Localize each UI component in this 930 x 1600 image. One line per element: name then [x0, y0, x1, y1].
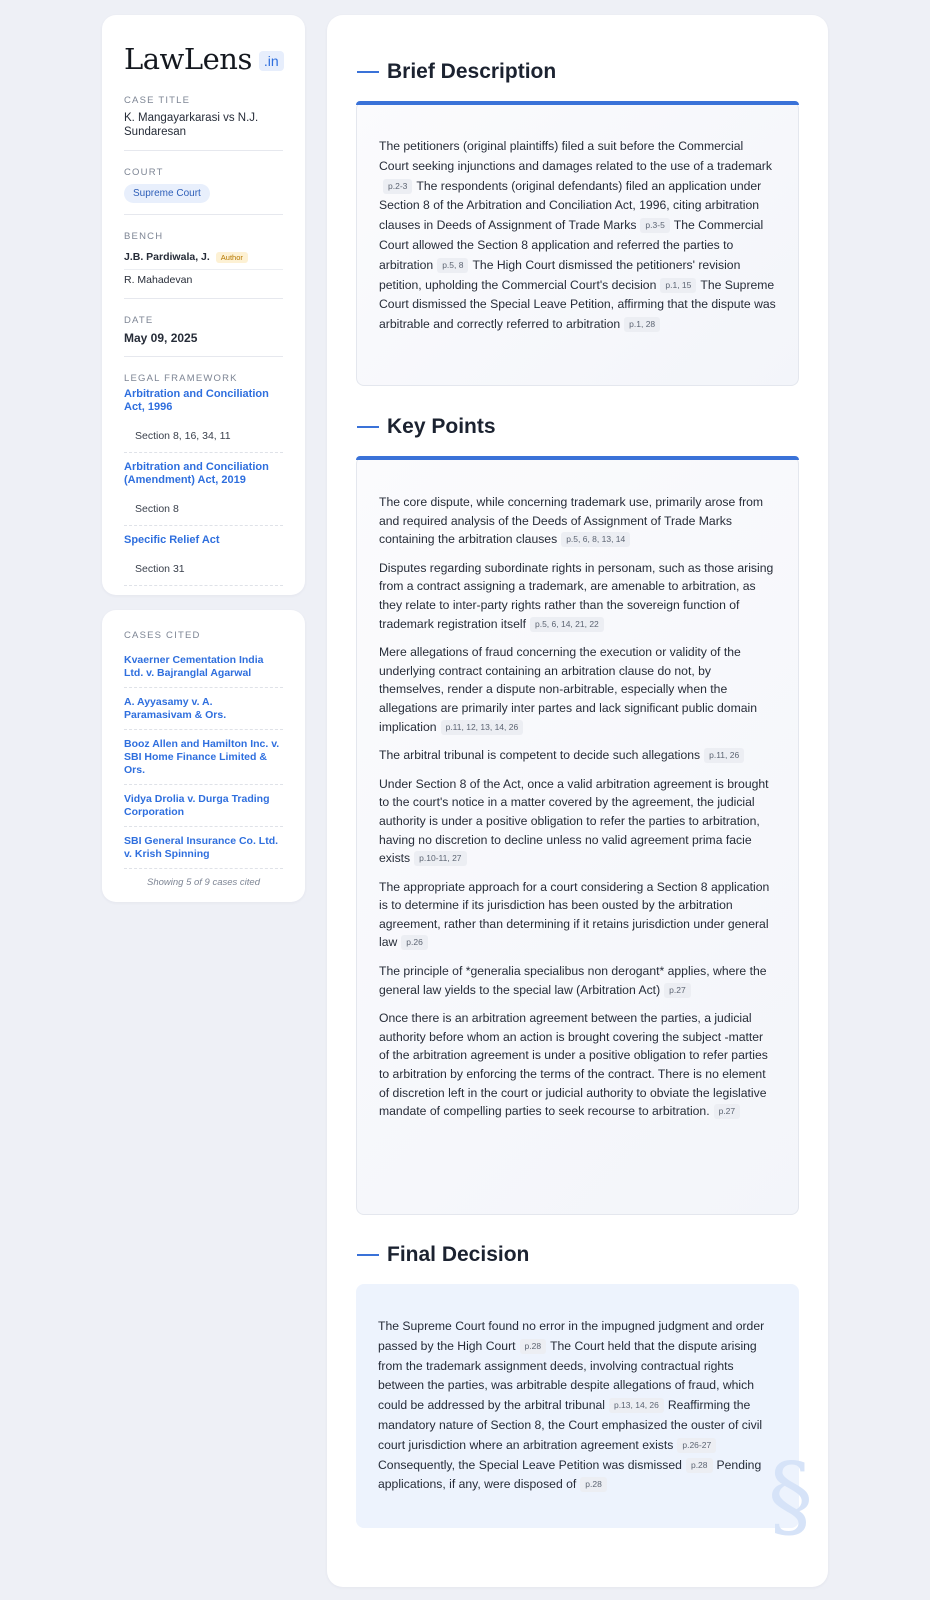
panel-accent-bar — [356, 456, 799, 460]
final-decision-heading — [357, 1243, 529, 1267]
brief-description-panel — [356, 101, 799, 386]
page-cite[interactable]: p.1, 15 — [660, 278, 696, 293]
date-label: DATE — [124, 315, 154, 326]
heading-dash — [357, 426, 379, 428]
brief-sentence: The petitioners (original plaintiffs) filed a suit before the Commercial Court seeking injunctions and damages related to the use of a trademark — [379, 139, 772, 173]
page-cite[interactable]: p.28 — [686, 1458, 713, 1473]
key-point — [379, 559, 776, 633]
page-cite[interactable]: p.26-27 — [677, 1438, 716, 1453]
case-title-label: CASE TITLE — [124, 95, 191, 106]
bench-judge-author — [124, 247, 283, 270]
cited-case-link[interactable]: Booz Allen and Hamilton Inc. v. SBI Home Finance Limited & Ors. — [124, 738, 283, 785]
page-cite[interactable]: p.27 — [714, 1104, 741, 1119]
final-decision-text — [378, 1317, 777, 1495]
key-points-heading — [357, 415, 496, 439]
key-point — [379, 1009, 776, 1121]
date-block — [124, 315, 283, 357]
cited-case-link[interactable]: Kvaerner Cementation India Ltd. v. Bajranglal Agarwal — [124, 654, 283, 688]
section-sign-icon: § — [768, 1444, 813, 1549]
court-badge: Supreme Court — [124, 184, 210, 203]
cases-cited-card — [102, 610, 305, 902]
key-point-text: Once there is an arbitration agreement between the parties, a judicial authority before whom an action is brought covering the subject -matter of the arbitration agreement is under a positive obligation to refer parties to arbitration by enforcing the terms of the contract. There is no element of discretion left in the court or judicial authority to obviate the legislative mandate of compelling parties to seek recourse to arbitration. — [379, 1011, 768, 1119]
brand-tld: .in — [259, 51, 284, 71]
act-sections: Section 8 — [124, 495, 283, 526]
key-point-text: The core dispute, while concerning trademark use, primarily arose from and required analysis of the Deeds of Assignment of Trade Marks containing the arbitration clauses — [379, 495, 764, 547]
judge-name: J.B. Pardiwala, J. — [124, 251, 210, 263]
brief-sentence: The High Court dismissed the petitioners' revision petition, upholding the Commercial Court's decision — [379, 257, 741, 292]
key-point-text: Under Section 8 of the Act, once a valid arbitration agreement is brought to the court's notice in a matter covered by the agreement, the judicial authority is under a positive obligation to refer the parties to arbitration, having no discretion to decline unless no valid agreement prima facie exists — [379, 776, 769, 866]
key-point-text: Disputes regarding subordinate rights in personam, such as those arising from a contract assigning a trademark, are amenable to arbitration, as they relate to inter-party rights rather than the sovereign function of trademark registration itself — [379, 560, 774, 631]
case-info-card — [102, 15, 305, 595]
key-point-text: The principle of *generalia specialibus non derogant* applies, where the general law yields to the special law (Arbitration Act) — [379, 964, 767, 997]
section-title: Brief Description — [387, 60, 557, 83]
section-title: Final Decision — [387, 1243, 530, 1266]
court-label: COURT — [124, 167, 164, 178]
page-cite[interactable]: p.2-3 — [383, 179, 412, 194]
legal-framework-label: LEGAL FRAMEWORK — [124, 373, 238, 384]
page-cite[interactable]: p.28 — [520, 1339, 547, 1354]
brief-description-text — [379, 137, 776, 335]
decision-sentence: The Supreme Court found no error in the impugned judgment and order passed by the High Court — [378, 1319, 765, 1353]
brand-logo[interactable] — [124, 39, 283, 79]
page-cite[interactable]: p.28 — [580, 1477, 607, 1492]
key-point-text: Mere allegations of fraud concerning the execution or validity of the underlying contract containing an arbitration clause do not, by themselves, render a dispute non-arbitrable, especially when the allegations are primarily inter partes and lack significant public domain implication — [379, 645, 758, 734]
key-point-text: The appropriate approach for a court considering a Section 8 application is to determine if its jurisdiction has been ousted by the arbitration agreement, rather than determining if it retains jurisdiction under general law — [379, 879, 770, 950]
act-sections: Section 31 — [124, 555, 283, 586]
case-title-value: K. Mangayarkarasi vs N.J. Sundaresan — [124, 112, 259, 138]
page-cite[interactable]: p.3-5 — [640, 218, 669, 233]
panel-accent-bar — [356, 101, 799, 105]
key-point — [379, 775, 776, 868]
heading-dash — [357, 1254, 379, 1256]
heading-dash — [357, 71, 379, 73]
key-point — [379, 643, 776, 736]
decision-sentence: Reaffirming the mandatory nature of Section 8, the Court emphasized the ouster of civil court jurisdiction where an arbitration agreement exists — [378, 1398, 763, 1452]
act-sections: Section 8, 16, 34, 11 — [124, 422, 283, 453]
brief-description-heading — [357, 60, 556, 84]
section-title: Key Points — [387, 415, 496, 438]
key-point — [379, 746, 776, 765]
legal-framework-block — [124, 373, 283, 611]
brief-sentence: The respondents (original defendants) filed an application under Section 8 of the Arbitration and Conciliation Act, 1996, citing arbitration clauses in Deeds of Assignment of Trade Marks — [379, 178, 762, 233]
act-link[interactable]: Arbitration and Conciliation Act, 1996 — [124, 388, 269, 413]
bench-block — [124, 231, 283, 299]
page-cite[interactable]: p.11, 26 — [704, 748, 744, 763]
bench-label: BENCH — [124, 231, 164, 242]
key-point — [379, 962, 776, 999]
cited-case-link[interactable]: A. Ayyasamy v. A. Paramasivam & Ors. — [124, 696, 283, 730]
cited-case-link[interactable]: SBI General Insurance Co. Ltd. v. Krish Spinning — [124, 835, 283, 869]
act-link[interactable]: Specific Relief Act — [124, 534, 220, 546]
case-title-block — [124, 95, 283, 151]
court-block — [124, 167, 283, 215]
page-cite[interactable]: p.1, 28 — [624, 317, 660, 332]
page-cite[interactable]: p.13, 14, 26 — [609, 1398, 664, 1413]
decision-sentence: Consequently, the Special Leave Petition was dismissed — [378, 1457, 682, 1472]
act-link[interactable]: Arbitration and Conciliation (Amendment) Act, 2019 — [124, 461, 269, 486]
decision-sentence: The Court held that the dispute arising from the trademark assignment deeds, involving contractual rights between the parties, was arbitrable despite allegations of fraud, which could be addressed by the arbitral tribunal — [378, 1338, 757, 1413]
page-cite[interactable]: p.10-11, 27 — [414, 851, 466, 866]
cited-case-link[interactable]: Vidya Drolia v. Durga Trading Corporation — [124, 793, 283, 827]
author-badge: Author — [216, 252, 248, 263]
page-cite[interactable]: p.11, 12, 13, 14, 26 — [441, 720, 524, 735]
decision-sentence: Pending applications, if any, were disposed of — [378, 1457, 762, 1492]
key-points-panel — [356, 456, 799, 1215]
page-cite[interactable]: p.5, 8 — [437, 258, 468, 273]
page-cite[interactable]: p.26 — [401, 935, 428, 950]
final-decision-panel — [356, 1284, 813, 1549]
cases-cited-label: CASES CITED — [124, 630, 201, 641]
page-cite[interactable]: p.5, 6, 14, 21, 22 — [530, 617, 604, 632]
page-cite[interactable]: p.5, 6, 8, 13, 14 — [561, 532, 630, 547]
page-cite[interactable]: p.27 — [664, 983, 691, 998]
key-point — [379, 493, 776, 549]
key-point — [379, 878, 776, 952]
brief-sentence: The Supreme Court dismissed the Special Leave Petition, affirming that the dispute was arbitrable and correctly referred to arbitration — [379, 277, 776, 332]
bench-judge — [124, 270, 283, 292]
main-content-card — [327, 15, 828, 1587]
date-value: May 09, 2025 — [124, 331, 198, 345]
brand-name: LawLens — [124, 42, 252, 76]
brief-sentence: The Commercial Court allowed the Section 8 application and referred the parties to arbitration — [379, 218, 764, 272]
key-point-text: The arbitral tribunal is competent to decide such allegations — [379, 748, 701, 763]
judge-name: R. Mahadevan — [124, 274, 193, 286]
cases-cited-footer: Showing 5 of 9 cases cited — [146, 877, 260, 888]
